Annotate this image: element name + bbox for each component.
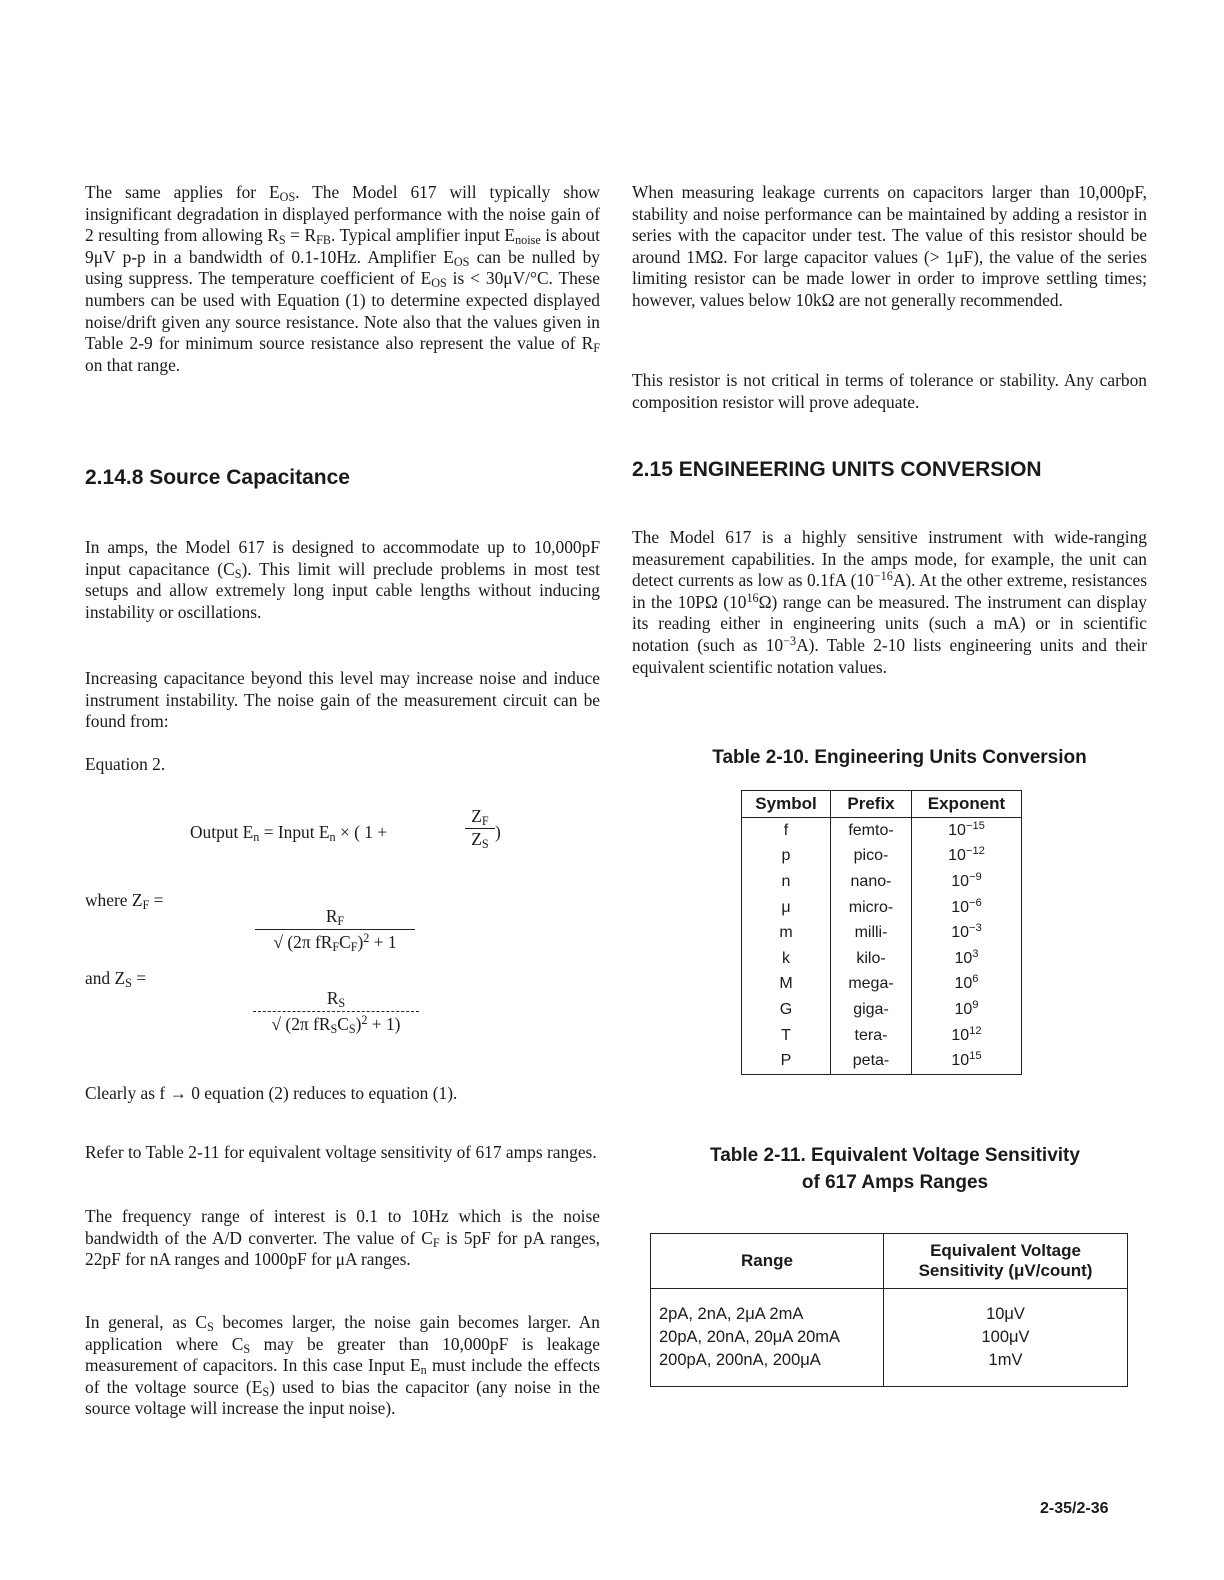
exponent-base: 10 (954, 975, 973, 993)
table-row (742, 895, 1022, 921)
column-header-range: Range (651, 1234, 884, 1289)
exponent-base: 10 (954, 949, 973, 967)
cell-exponent (912, 997, 1022, 1023)
cell-symbol: M (742, 972, 831, 998)
zs-fraction: $R_S$ √ (2π $fR_SC_S)^2 + 1$) (253, 988, 419, 1035)
cell-prefix: nano- (831, 869, 912, 895)
cell-range: 20pA, 20nA, 20μA 20mA (651, 1326, 884, 1349)
exponent-base: 10 (951, 898, 970, 916)
exponent-power: 3 (972, 947, 979, 960)
cell-prefix: milli- (831, 920, 912, 946)
voltage-sensitivity-table (650, 1233, 1128, 1387)
cell-prefix: tera- (831, 1023, 912, 1049)
cell-exponent (912, 1048, 1022, 1074)
paragraph-resistor-not-critical: This resistor is not critical in terms of tolerance or stability. Any carbon composition resistor will prove adequate. (632, 370, 1147, 412)
cell-prefix: mega- (831, 972, 912, 998)
cell-symbol: T (742, 1023, 831, 1049)
table-row (651, 1289, 1128, 1327)
table-row (742, 997, 1022, 1023)
table-row (742, 844, 1022, 870)
equation-label: Equation 2. (85, 754, 166, 774)
cell-sensitivity: 10μV (884, 1289, 1128, 1327)
cell-range: 200pA, 200nA, 200μA (651, 1349, 884, 1387)
page-number: 2-35/2-36 (1040, 1500, 1109, 1517)
table-2-11-caption: Table 2-11. Equivalent Voltage Sensitivity of 617 Amps Ranges (710, 1145, 1080, 1193)
exponent-base: 10 (951, 924, 970, 942)
table-row (742, 869, 1022, 895)
exponent-base: 10 (951, 1026, 970, 1044)
exponent-power: 9 (972, 998, 979, 1011)
cell-exponent (912, 895, 1022, 921)
fraction-zf-zs: $Z_F$ $Z_S$ (465, 806, 495, 850)
cell-symbol: k (742, 946, 831, 972)
cell-prefix: micro- (831, 895, 912, 921)
cell-exponent (912, 844, 1022, 870)
exponent-power: −12 (965, 845, 985, 858)
engineering-units-body (742, 818, 1022, 1075)
cell-exponent (912, 946, 1022, 972)
cell-range: 2pA, 2nA, 2μA 2mA (651, 1289, 884, 1327)
cell-prefix: kilo- (831, 946, 912, 972)
cell-prefix: giga- (831, 997, 912, 1023)
table-row (651, 1349, 1128, 1387)
column-header-sensitivity: Equivalent Voltage Sensitivity (μV/count) (884, 1234, 1128, 1289)
exponent-base: 10 (948, 847, 966, 865)
cell-exponent (912, 1023, 1022, 1049)
table-row (742, 1023, 1022, 1049)
paragraph-input-capacitance: In amps, the Model 617 is designed to accommodate up to 10,000pF input capacitance $(C_S)$. This limit will preclude problems in most test setups and allow extremely long input cable lengths without inducing instability or oscillations. (85, 537, 600, 622)
cell-exponent (912, 920, 1022, 946)
exponent-power: −6 (969, 896, 982, 909)
cell-prefix: peta- (831, 1048, 912, 1074)
exponent-base: 10 (948, 821, 966, 839)
cell-sensitivity: 100μV (884, 1326, 1128, 1349)
cell-sensitivity: 1mV (884, 1349, 1128, 1387)
cell-exponent (912, 818, 1022, 844)
exponent-power: 12 (969, 1024, 982, 1037)
table-header-row (742, 791, 1022, 818)
exponent-power: 15 (969, 1050, 982, 1063)
cell-prefix: femto- (831, 818, 912, 844)
table-row (742, 946, 1022, 972)
zf-fraction: $R_F$ √ (2π $fR_FC_F)^2 + 1$ (255, 906, 415, 953)
table-row (742, 920, 1022, 946)
paragraph-increasing-capacitance: Increasing capacitance beyond this level may increase noise and induce instrument instability. The noise gain of the measurement circuit can be found from: (85, 668, 600, 732)
paragraph-in-general: In general, as $C_S$ becomes larger, the noise gain becomes larger. An application where $C_S$ may be greater than 10,000pF is leakage measurement of capacitors. In this case Input $E_n$ must include the effects of the voltage source $(E_S)$ used to bias the capacitor (any noise in the source voltage will increase the input noise). (85, 1312, 601, 1419)
paragraph-engineering-units: The Model 617 is a highly sensitive instrument with wide-ranging measurement capabilities. In the amps mode, for example, the unit can detect currents as low as 0.1fA $(10^{-16}A)$. At the other extreme, resistances in the 10PΩ $(10^{16}\Omega)$ range can be measured. The instrument can display its reading either in engineering units (such a mA) or in scientific notation (such as $10^{-3}A$). Table 2-10 lists engineering units and their equivalent scientific notation values. (632, 527, 1148, 677)
table-row (742, 972, 1022, 998)
column-header-symbol: Symbol (742, 791, 831, 818)
section-heading-source-capacitance: 2.14.8 Source Capacitance (85, 466, 350, 489)
exponent-base: 10 (954, 1000, 973, 1018)
cell-exponent (912, 972, 1022, 998)
voltage-sensitivity-body (651, 1289, 1128, 1387)
engineering-units-table (741, 790, 1022, 1075)
section-heading-engineering-units: 2.15 ENGINEERING UNITS CONVERSION (632, 458, 1042, 481)
cell-prefix: pico- (831, 844, 912, 870)
cell-symbol: f (742, 818, 831, 844)
exponent-power: 6 (972, 973, 979, 986)
cell-symbol: P (742, 1048, 831, 1074)
exponent-power: −3 (969, 922, 982, 935)
exponent-power: −15 (965, 819, 985, 832)
equation-output-noise: Output $E_n$ = Input $E_n$ × ( 1 + $Z_F$ $Z_S$ ) (190, 806, 501, 851)
table-row (651, 1326, 1128, 1349)
cell-exponent (912, 869, 1022, 895)
table-header-row (651, 1234, 1128, 1289)
column-header-prefix: Prefix (831, 791, 912, 818)
cell-symbol: G (742, 997, 831, 1023)
table-row (742, 1048, 1022, 1074)
exponent-base: 10 (951, 872, 970, 890)
cell-symbol: n (742, 869, 831, 895)
paragraph-refer-table: Refer to Table 2-11 for equivalent voltage sensitivity of 617 amps ranges. (85, 1142, 597, 1162)
table-2-10-caption: Table 2-10. Engineering Units Conversion (712, 747, 1087, 768)
paragraph-clearly: Clearly as f → 0 equation (2) reduces to equation (1). (85, 1083, 458, 1103)
cell-symbol: p (742, 844, 831, 870)
exponent-power: −9 (969, 870, 982, 883)
cell-symbol: m (742, 920, 831, 946)
paragraph-leakage-currents: When measuring leakage currents on capacitors larger than 10,000pF, stability and noise performance can be maintained by adding a resistor in series with the capacitor under test. The value of this resistor should be around 1MΩ. For large capacitor values (> 1μF), the value of the series limiting resistor can be made lower in order to improve settling times; however, values below 10kΩ are not generally recommended. (632, 182, 1147, 310)
table-row (742, 818, 1022, 844)
paragraph-frequency-range: The frequency range of interest is 0.1 to 10Hz which is the noise bandwidth of the A/D converter. The value of $C_F$ is 5pF for pA ranges, 22pF for nA ranges and 1000pF for μA ranges. (85, 1206, 600, 1270)
cell-symbol: μ (742, 895, 831, 921)
column-header-exponent: Exponent (912, 791, 1022, 818)
exponent-base: 10 (951, 1052, 970, 1070)
paragraph-offset-voltage: The same applies for $E_{OS}$. The Model 617 will typically show insignificant degradation in displayed performance with the noise gain of 2 resulting from allowing $R_S = R_{FB}$. Typical amplifier input $E_{noise}$ is about 9μV p-p in a bandwidth of 0.1-10Hz. Amplifier $E_{OS}$ can be nulled by using suppress. The temperature coefficient of $E_{OS}$ is < 30μV/°C. These numbers can be used with Equation (1) to determine expected displayed noise/drift given any source resistance. Note also that the values given in Table 2-9 for minimum source resistance also represent the value of $R_F$ on that range. (85, 182, 601, 375)
